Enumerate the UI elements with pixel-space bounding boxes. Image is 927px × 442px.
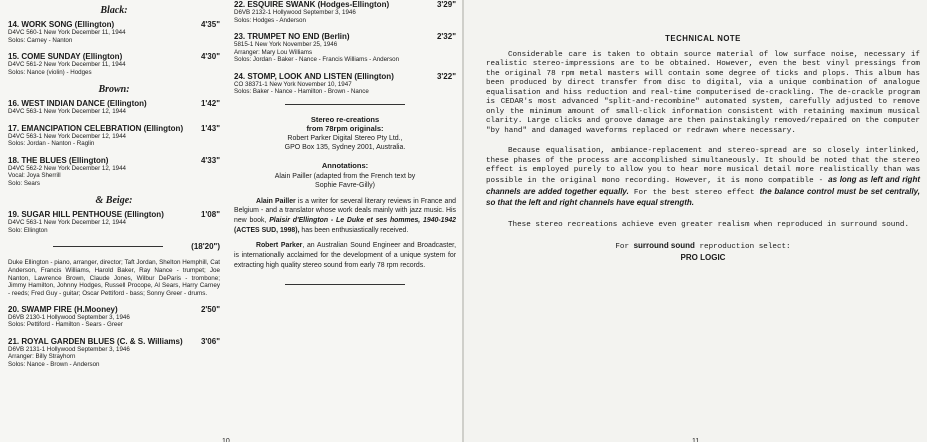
personnel: Duke Ellington - piano, arranger, director; Taft Jordan, Shelton Hemphill, Cat Anderson, Francis Williams, Harold Baker, Ray Nance - trumpet; Joe Nanton, Lawrence Brown, Claude Jones, Wilbur DeParis - trombone; Jimmy Hamilton, Johnny Hodges, Russell Procope, Al Sears, Harry Carney - reeds; Fred Guy - guitar; Oscar Pettiford - bass; Sonny Greer - drums. (8, 259, 220, 298)
track-title-row (8, 99, 220, 108)
track-detail: D4VC 560-1 New York December 11, 1944 (8, 29, 126, 36)
track-detail: Solos: Carney - Nanton (8, 36, 73, 44)
section-heading: Black: (100, 5, 128, 16)
track-list (234, 0, 456, 96)
bio-text: , an Australian Sound Engineer and Broadcaster, is internationally acclaimed for the development of a unique system for extracting high quality stereo sound from early 78 rpm records. (234, 242, 456, 269)
track-time: 4'35" (200, 20, 220, 29)
paragraph-2 (486, 147, 920, 210)
track-detail: Vocal: Joya Sherrill (8, 172, 61, 179)
track-detail: Solos: Jordan - Nanton - Raglin (8, 140, 95, 147)
stereo-address-line: Robert Parker Digital Stereo Pty Ltd., (287, 134, 403, 142)
book-title: Plaisir d'Ellington - Le Duke et ses hommes, 1940-1942 (269, 216, 456, 224)
track-title: 15. COME SUNDAY (Ellington) (8, 52, 123, 61)
track-detail: Arranger: Mary Lou Williams (234, 48, 313, 56)
track-title: 19. SUGAR HILL PENTHOUSE (Ellington) (8, 210, 164, 219)
track-detail: D6VB 2132-1 Hollywood September 3, 1946 (234, 9, 356, 16)
surround-bold: surround sound (633, 241, 695, 251)
track-time: 1'43" (200, 123, 220, 133)
track-title-row (8, 305, 220, 314)
total-time: (18'20") (191, 242, 220, 251)
divider (285, 284, 405, 285)
track-time: 1'08" (200, 210, 220, 219)
total-time-row (8, 242, 220, 251)
track-detail: Solo: Ellington (8, 226, 48, 234)
surround-post: reproduction select: (694, 243, 791, 252)
track-detail: D4VC 561-2 New York December 11, 1944 (8, 61, 126, 68)
bio-name: Robert Parker (256, 242, 303, 250)
pro-logic (486, 253, 920, 265)
technical-note (486, 34, 920, 264)
track-detail: 5815-1 New York November 25, 1946 (234, 41, 338, 48)
bio-text-end: has been enthusiastically received. (299, 226, 409, 234)
right-page (464, 0, 927, 442)
track-time: 3'29" (436, 0, 456, 9)
surround-note (486, 241, 920, 264)
left-column (8, 0, 220, 376)
track-entry (234, 32, 456, 64)
track-detail: CO 38371-1 New York November 10, 1947 (234, 80, 352, 88)
track-title: 23. TRUMPET NO END (Berlin) (234, 32, 350, 41)
track-title-row (234, 72, 456, 81)
track-title: 21. ROYAL GARDEN BLUES (C. & S. Williams) (8, 336, 183, 346)
section-heading: & Beige: (95, 195, 133, 206)
bio-alain-pailler (234, 197, 456, 236)
track-title: 16. WEST INDIAN DANCE (Ellington) (8, 99, 147, 108)
track-title: 22. ESQUIRE SWANK (Hodges-Ellington) (234, 0, 390, 9)
track-title: 17. EMANCIPATION CELEBRATION (Ellington) (8, 123, 184, 133)
book-publisher: (ACTES SUD, 1998), (234, 226, 300, 234)
stereo-address-line: GPO Box 135, Sydney 2001, Australia. (284, 144, 406, 151)
left-page (0, 0, 462, 442)
track-detail: D6VB 2131-1 Hollywood September 3, 1946 (8, 345, 130, 353)
stereo-address (234, 134, 456, 153)
track-time: 4'33" (200, 155, 220, 165)
track-title-row (8, 156, 220, 165)
track-detail: D4VC 563-1 New York December 12, 1944 (8, 219, 126, 226)
technical-note-title: TECHNICAL NOTE (665, 34, 741, 43)
section-heading: Brown: (98, 84, 130, 95)
surround-pre: For (615, 243, 634, 252)
divider (285, 104, 405, 105)
track-entry (8, 337, 220, 369)
track-time: 4'30" (200, 52, 220, 61)
track-title-row (8, 124, 220, 133)
p2-emphasis: as long as left and right channels are added together equally. (486, 175, 920, 196)
pro-logic-label: PRO LOGIC (680, 252, 726, 262)
track-time: 1'42" (200, 99, 220, 108)
track-title-row (8, 210, 220, 219)
page-number: 11 (692, 438, 700, 442)
track-detail: Solos: Jordan - Baker - Nance - Francis Williams - Anderson (234, 56, 400, 63)
track-detail: D4VC 563-1 New York December 12, 1944 (8, 108, 126, 115)
track-title-row (234, 32, 456, 41)
track-detail: Solos: Nance (violin) - Hodges (8, 68, 92, 76)
track-title-row (8, 337, 220, 346)
track-detail: D4VC 563-1 New York December 12, 1944 (8, 132, 126, 140)
track-entry (8, 210, 220, 234)
track-detail: Solos: Hodges - Anderson (234, 16, 306, 24)
annotations-title: Annotations: (321, 160, 369, 170)
annotations-credit (234, 172, 456, 191)
annotations-line: Sophie Favre-Gilly) (315, 182, 375, 189)
p2-emphasis: the balance control must be set centrally, so that the left and right channels have equal strength. (486, 186, 920, 208)
surround-line (486, 241, 920, 253)
track-detail: Solo: Sears (8, 179, 40, 187)
track-entry (8, 124, 220, 148)
page-number: 10 (222, 438, 230, 442)
stereo-title-line: from 78rpm originals: (306, 124, 384, 133)
paragraph-1: Considerable care is taken to obtain source material of low surface noise, necessary if realistic stereo-impressions are to be obtained. However, even the best vinyl pressings from the original 78 rpm metal masters will contain some degree of ticks and plops. This album has been produced by direct transfer from disc to digital, via a unique combination of analogue equalisation and hiss reduction and real-time computerised de-crackling. The de-crackle program is CEDAR's most advanced "split-and-recombine" automated system, carefully adjusted to remove only the minimum amount of small-click information consistent with retaining maximum musical clarity. Large clicks and groove damage are then painstakingly removed/repaired on the computer "by hand" and damaged waveforms replaced or redrawn where necessary. (486, 51, 920, 135)
right-column (234, 0, 456, 295)
stereo-title (234, 115, 456, 134)
track-entry (8, 305, 220, 329)
p2-text: Because equalisation, ambiance-replacement and stereo-spread are so closely interlinked, these phases of the process are accomplished simultaneously. It should be noted that the stereo effect is employed purely to allow you to hear more musical detail more realistically than was possible in the original mono recording. However, it is mono compatible - (486, 147, 920, 186)
track-entry (234, 72, 456, 96)
track-title-row (234, 0, 456, 9)
annotations-line: Alain Pailler (adapted from the French text by (274, 172, 416, 180)
track-entry (8, 20, 220, 44)
track-title-row (8, 20, 220, 29)
divider (53, 246, 163, 247)
bio-name: Alain Pailler (256, 197, 296, 205)
track-entry (8, 99, 220, 116)
track-title-row (8, 52, 220, 61)
track-entry (234, 0, 456, 24)
track-list-after (8, 305, 220, 369)
track-entry (8, 52, 220, 76)
track-detail: Solos: Baker - Nance - Hamilton - Brown - Nance (234, 88, 369, 95)
bio-robert-parker (234, 241, 456, 270)
track-time: 3'06" (200, 336, 220, 346)
track-title: 14. WORK SONG (Ellington) (8, 20, 115, 29)
track-time: 2'50" (200, 304, 220, 314)
track-time: 2'32" (436, 32, 456, 41)
track-sections (8, 5, 220, 234)
track-detail: Solos: Pettiford - Hamilton - Sears - Greer (8, 321, 123, 329)
track-detail: D4VC 562-2 New York December 12, 1944 (8, 164, 126, 172)
track-entry (8, 156, 220, 188)
track-detail: Arranger: Billy Strayhorn (8, 353, 76, 361)
track-time: 3'22" (436, 71, 456, 81)
track-title: 18. THE BLUES (Ellington) (8, 155, 109, 165)
p2-text: For the best stereo effect (628, 188, 760, 197)
paragraph-3: These stereo recreations achieve even greater realism when reproduced in surround sound. (508, 220, 910, 229)
stereo-title-line: Stereo re-creations (310, 114, 380, 124)
bio-text: is a writer for several literary reviews in France and Belgium - and a translator whose work deals mainly with jazz music. His new book, (234, 197, 456, 224)
track-title: 24. STOMP, LOOK AND LISTEN (Ellington) (234, 71, 394, 81)
track-detail: Solos: Nance - Brown - Anderson (8, 360, 100, 368)
track-title: 20. SWAMP FIRE (H.Mooney) (8, 304, 118, 314)
track-detail: D6VB 2130-1 Hollywood September 3, 1946 (8, 313, 130, 321)
